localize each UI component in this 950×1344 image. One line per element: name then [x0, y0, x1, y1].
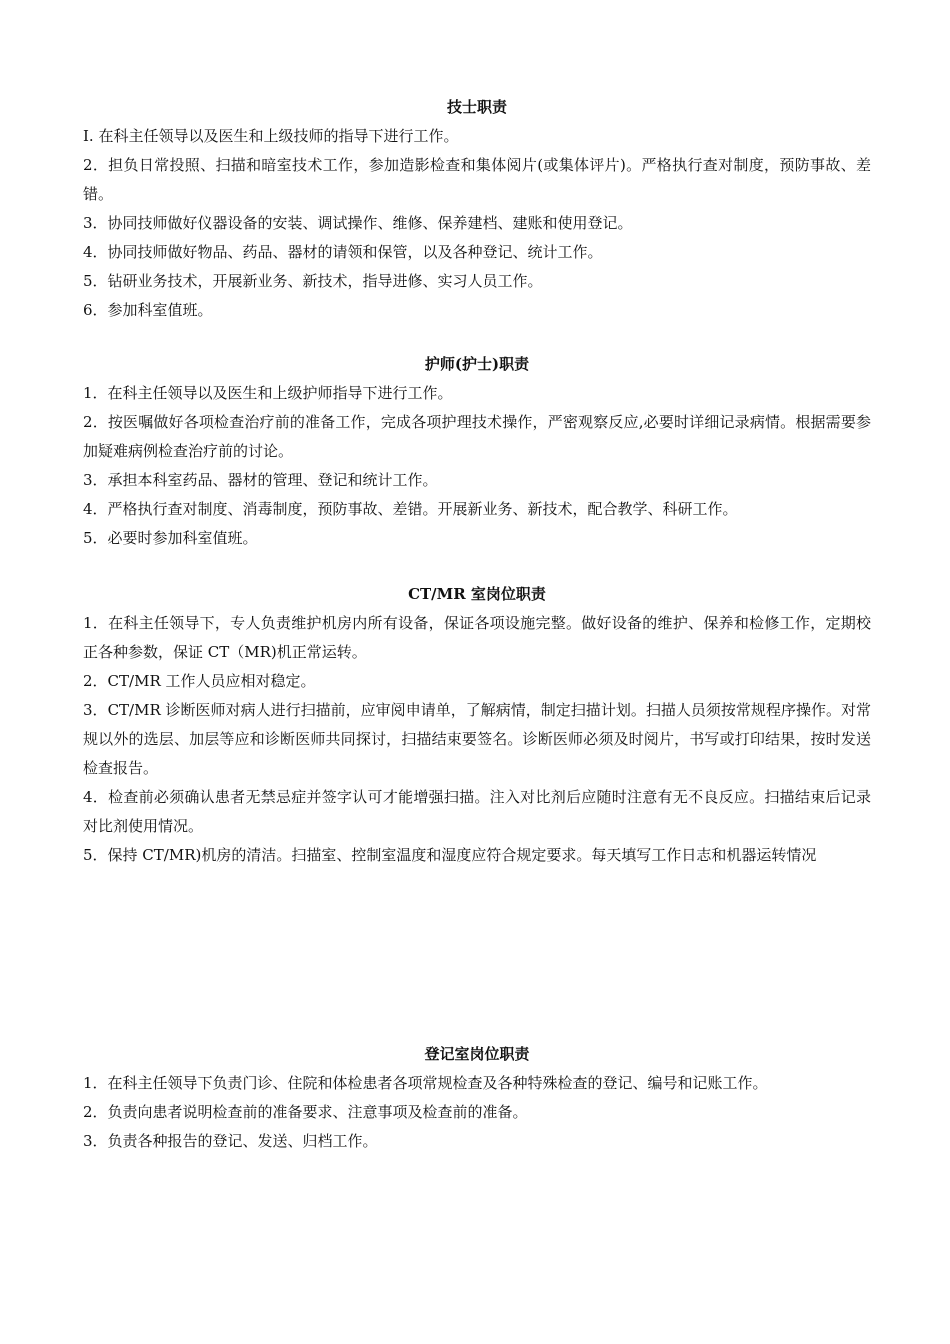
list-item: 3．CT/MR 诊断医师对病人进行扫描前，应审阅申请单，了解病情，制定扫描计划。扫描人员须按常规程序操作。对常规以外的选层、加层等应和诊断医师共同探讨，扫描结束要签名。诊断医师必须及时阅片，书写或打印结果，按时发送检查报告。	[83, 701, 871, 777]
list-item: 2．负责向患者说明检查前的准备要求、注意事项及检查前的准备。	[83, 1103, 528, 1121]
list-item: 4．检查前必须确认患者无禁忌症并签字认可才能增强扫描。注入对比剂后应随时注意有无不良反应。扫描结束后记录对比剂使用情况。	[83, 788, 871, 835]
list-item: 3．负责各种报告的登记、发送、归档工作。	[83, 1132, 378, 1150]
list-item: 6．参加科室值班。	[83, 301, 213, 319]
list-item: 5．必要时参加科室值班。	[83, 529, 258, 547]
list-item: 2．CT/MR 工作人员应相对稳定。	[83, 672, 316, 690]
section-title: CT/MR 室岗位职责	[408, 585, 546, 603]
list-item: 2．担负日常投照、扫描和暗室技术工作，参加造影检查和集体阅片(或集体评片)。严格执行查对制度，预防事故、差错。	[83, 156, 871, 203]
list-item: 4．严格执行查对制度、消毒制度，预防事故、差错。开展新业务、新技术，配合教学、科研工作。	[83, 500, 738, 518]
list-item: 3．承担本科室药品、器材的管理、登记和统计工作。	[83, 471, 438, 489]
section-nurse-duties	[83, 350, 871, 553]
section-title: 技士职责	[446, 98, 507, 116]
list-item: 1．在科主任领导以及医生和上级护师指导下进行工作。	[83, 384, 453, 402]
list-item: 4．协同技师做好物品、药品、器材的请领和保管，以及各种登记、统计工作。	[83, 243, 603, 261]
list-item: I. 在科主任领导以及医生和上级技师的指导下进行工作。	[83, 127, 459, 145]
list-item: 3．协同技师做好仪器设备的安装、调试操作、维修、保养建档、建账和使用登记。	[83, 214, 633, 232]
list-item: 2．按医嘱做好各项检查治疗前的准备工作，完成各项护理技术操作，严密观察反应,必要时详细记录病情。根据需要参加疑难病例检查治疗前的讨论。	[83, 413, 871, 460]
section-ctmr-room-duties	[83, 580, 871, 870]
section-technician-duties	[83, 93, 871, 325]
list-item: 1．在科主任领导下，专人负责维护机房内所有设备，保证各项设施完整。做好设备的维护、保养和检修工作，定期校正各种参数，保证 CT（MR)机正常运转。	[83, 614, 871, 661]
list-item: 5．钻研业务技术，开展新业务、新技术，指导进修、实习人员工作。	[83, 272, 543, 290]
list-item: 5．保持 CT/MR)机房的清洁。扫描室、控制室温度和湿度应符合规定要求。每天填写工作日志和机器运转情况	[83, 846, 817, 864]
list-item: 1．在科主任领导下负责门诊、住院和体检患者各项常规检查及各种特殊检查的登记、编号和记账工作。	[83, 1074, 768, 1092]
section-title: 登记室岗位职责	[424, 1045, 530, 1063]
section-registration-room-duties	[83, 1040, 871, 1156]
section-title: 护师(护士)职责	[424, 355, 530, 373]
